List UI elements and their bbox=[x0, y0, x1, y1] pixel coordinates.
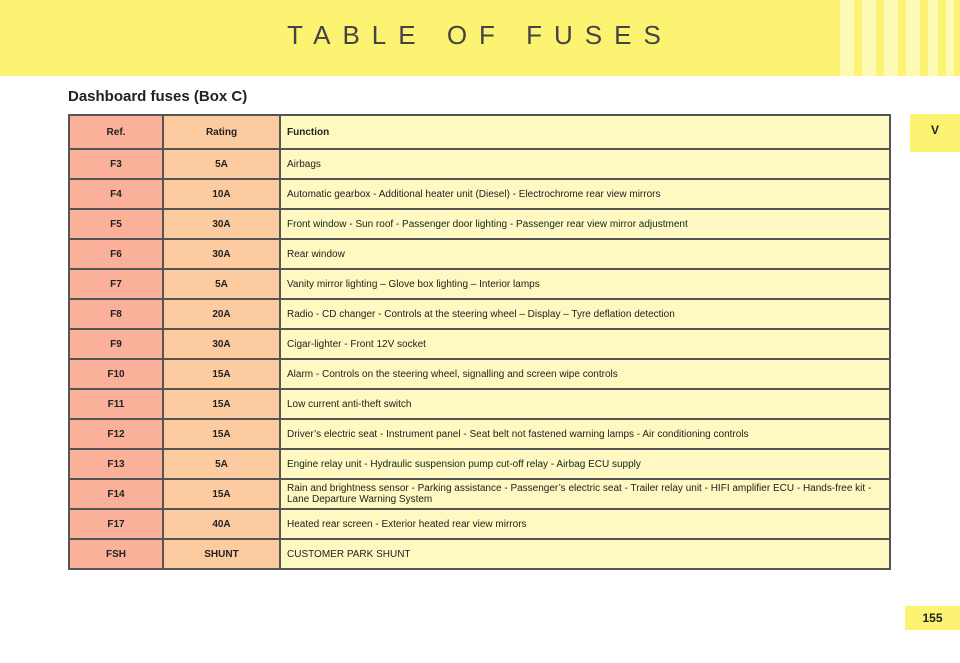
table-header-row bbox=[69, 115, 890, 149]
fuse-function: Driver’s electric seat - Instrument panel - Seat belt not fastened warning lamps - Air conditioning controls bbox=[280, 419, 890, 449]
fuse-rating: 5A bbox=[163, 449, 280, 479]
fuse-rating: SHUNT bbox=[163, 539, 280, 569]
stripe bbox=[906, 0, 920, 76]
table-row bbox=[69, 389, 890, 419]
fuse-rating: 20A bbox=[163, 299, 280, 329]
header-function: Function bbox=[280, 115, 890, 149]
fuse-function: Automatic gearbox - Additional heater unit (Diesel) - Electrochrome rear view mirrors bbox=[280, 179, 890, 209]
stripe bbox=[840, 0, 854, 76]
fuse-function: Airbags bbox=[280, 149, 890, 179]
fuse-rating: 40A bbox=[163, 509, 280, 539]
decorative-stripes bbox=[840, 0, 960, 76]
fuse-table bbox=[68, 114, 891, 570]
fuse-rating: 30A bbox=[163, 239, 280, 269]
fuse-ref: F3 bbox=[69, 149, 163, 179]
fuse-ref: F13 bbox=[69, 449, 163, 479]
page-title: TABLE OF FUSES bbox=[287, 20, 673, 50]
stripe bbox=[862, 0, 876, 76]
table-row bbox=[69, 329, 890, 359]
table-row bbox=[69, 479, 890, 509]
table-row bbox=[69, 449, 890, 479]
fuse-function: CUSTOMER PARK SHUNT bbox=[280, 539, 890, 569]
fuse-ref: F8 bbox=[69, 299, 163, 329]
fuse-ref: F5 bbox=[69, 209, 163, 239]
fuse-ref: F7 bbox=[69, 269, 163, 299]
fuse-function: Radio - CD changer - Controls at the steering wheel – Display – Tyre deflation detection bbox=[280, 299, 890, 329]
fuse-function: Cigar-lighter - Front 12V socket bbox=[280, 329, 890, 359]
table-row bbox=[69, 239, 890, 269]
fuse-function: Engine relay unit - Hydraulic suspension pump cut-off relay - Airbag ECU supply bbox=[280, 449, 890, 479]
fuse-ref: F17 bbox=[69, 509, 163, 539]
table-row bbox=[69, 269, 890, 299]
fuse-function: Front window - Sun roof - Passenger door lighting - Passenger rear view mirror adjustment bbox=[280, 209, 890, 239]
fuse-rating: 15A bbox=[163, 479, 280, 509]
page-number: 155 bbox=[922, 611, 943, 625]
fuse-ref: F6 bbox=[69, 239, 163, 269]
table-row bbox=[69, 359, 890, 389]
fuse-rating: 15A bbox=[163, 419, 280, 449]
table-row bbox=[69, 419, 890, 449]
fuse-function: Alarm - Controls on the steering wheel, signalling and screen wipe controls bbox=[280, 359, 890, 389]
table-row bbox=[69, 539, 890, 569]
fuse-function: Vanity mirror lighting – Glove box lighting – Interior lamps bbox=[280, 269, 890, 299]
table-row bbox=[69, 149, 890, 179]
fuse-rating: 5A bbox=[163, 269, 280, 299]
table-row bbox=[69, 509, 890, 539]
chapter-tab[interactable]: V bbox=[910, 114, 960, 152]
fuse-function: Low current anti-theft switch bbox=[280, 389, 890, 419]
fuse-function: Rear window bbox=[280, 239, 890, 269]
table-row bbox=[69, 179, 890, 209]
stripe bbox=[946, 0, 954, 76]
fuse-rating: 15A bbox=[163, 359, 280, 389]
stripe bbox=[928, 0, 938, 76]
fuse-ref: F14 bbox=[69, 479, 163, 509]
fuse-rating: 10A bbox=[163, 179, 280, 209]
table-row bbox=[69, 209, 890, 239]
stripe bbox=[884, 0, 898, 76]
fuse-ref: F11 bbox=[69, 389, 163, 419]
fuse-ref: F12 bbox=[69, 419, 163, 449]
fuse-rating: 5A bbox=[163, 149, 280, 179]
fuse-ref: F4 bbox=[69, 179, 163, 209]
header-ref: Ref. bbox=[69, 115, 163, 149]
table-row bbox=[69, 299, 890, 329]
fuse-rating: 15A bbox=[163, 389, 280, 419]
fuse-rating: 30A bbox=[163, 209, 280, 239]
header-band bbox=[0, 0, 960, 76]
fuse-rating: 30A bbox=[163, 329, 280, 359]
fuse-ref: F10 bbox=[69, 359, 163, 389]
fuse-function: Heated rear screen - Exterior heated rear view mirrors bbox=[280, 509, 890, 539]
header-rating: Rating bbox=[163, 115, 280, 149]
fuse-function: Rain and brightness sensor - Parking assistance - Passenger’s electric seat - Trailer relay unit - HIFI amplifier ECU - Hands-free kit - Lane Departure Warning System bbox=[280, 479, 890, 509]
section-title: Dashboard fuses (Box C) bbox=[68, 88, 248, 105]
fuse-ref: FSH bbox=[69, 539, 163, 569]
fuse-ref: F9 bbox=[69, 329, 163, 359]
